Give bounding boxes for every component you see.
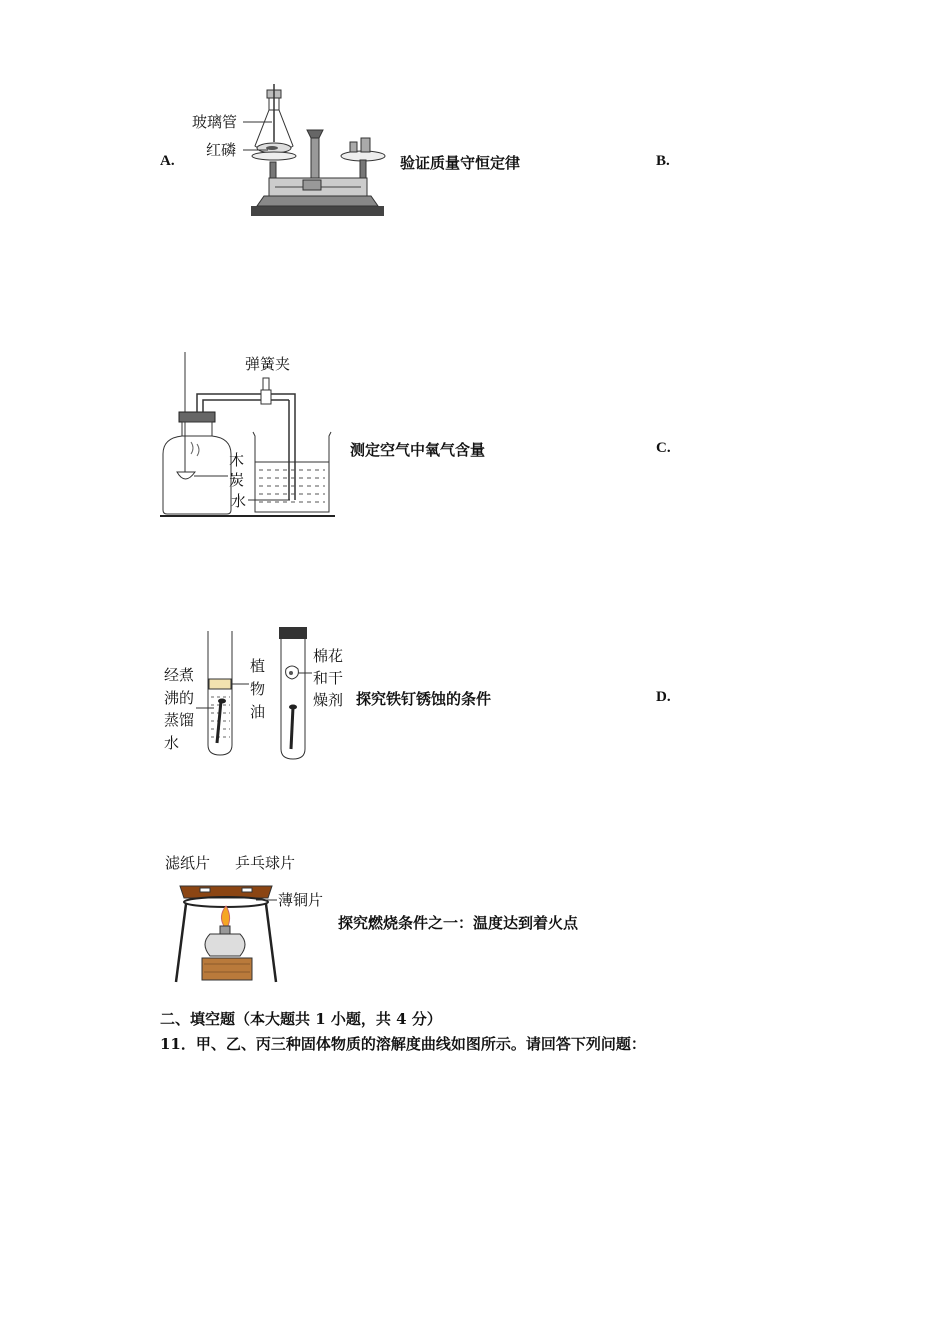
option-a-letter: A. [160, 153, 175, 169]
label-charcoal-1: 木 [229, 451, 245, 469]
label-boiled-2: 沸的 [164, 689, 195, 707]
label-boiled-4: 水 [164, 734, 180, 752]
question-11: 11．甲、乙、丙三种固体物质的溶解度曲线如图所示。请回答下列问题： [160, 1035, 646, 1053]
option-d-letter: D. [656, 689, 671, 705]
section-heading: 二、填空题（本大题共 1 小题，共 4 分） [160, 1010, 442, 1028]
label-water-b: 水 [231, 492, 247, 510]
label-oil-1: 植 [250, 657, 266, 675]
label-cotton-2: 和干 [313, 669, 344, 687]
label-oil-3: 油 [250, 703, 266, 721]
label-filter-paper: 滤纸片 [165, 854, 211, 872]
label-cotton-3: 燥剂 [313, 691, 344, 709]
option-b-letter: B. [656, 153, 670, 169]
label-red-phosphorus: 红磷 [206, 141, 237, 159]
option-b-caption: 测定空气中氧气含量 [350, 441, 486, 459]
option-c-letter: C. [656, 440, 671, 456]
label-glass-tube: 玻璃管 [192, 113, 238, 131]
label-copper-sheet: 薄铜片 [278, 891, 324, 909]
label-pingpong-piece: 乒乓球片 [235, 854, 296, 872]
label-boiled-1: 经煮 [164, 666, 195, 684]
option-a-caption: 验证质量守恒定律 [400, 154, 521, 172]
label-boiled-3: 蒸馏 [164, 711, 195, 729]
option-c-caption: 探究铁钉锈蚀的条件 [356, 690, 492, 708]
label-spring-clamp: 弹簧夹 [245, 355, 291, 373]
label-oil-2: 物 [250, 680, 266, 698]
label-cotton-1: 棉花 [313, 647, 344, 665]
label-charcoal-2: 炭 [229, 471, 245, 489]
option-d-caption: 探究燃烧条件之一：温度达到着火点 [338, 914, 579, 932]
